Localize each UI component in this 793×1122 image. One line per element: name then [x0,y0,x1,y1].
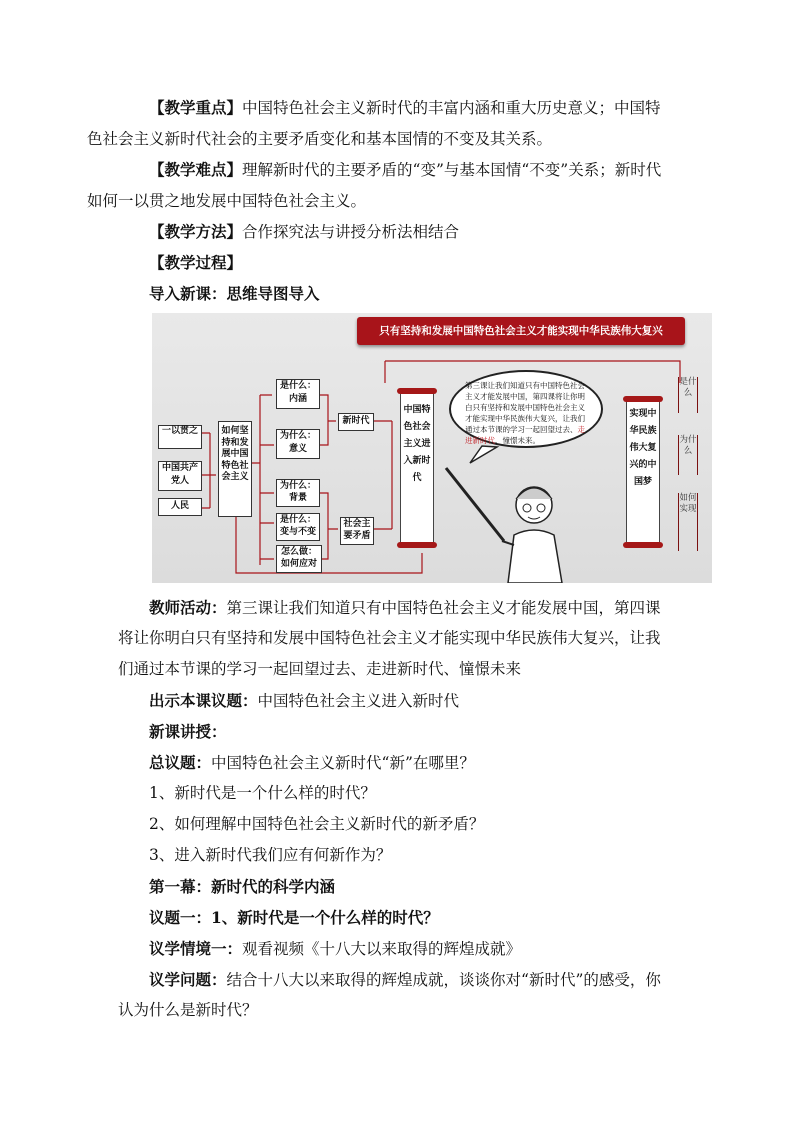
question-3: 3、进入新时代我们应有何新作为？ [149,846,392,864]
study-question-text-1: 结合十八大以来取得的辉煌成就，谈谈你对“新时代”的感受，你 [226,971,661,989]
mindmap-banner: 只有坚持和发展中国特色社会主义才能实现中华民族伟大复兴 [357,317,685,345]
teacher-activity-line-3: 们通过本节课的学习一起回望过去、走进新时代、憧憬未来 [118,660,522,678]
left-item-people: 人民 [158,498,202,516]
key-points-paragraph [87,92,678,155]
teacher-speech-bubble [449,370,603,448]
overall-topic-line [149,747,475,779]
question-node-how-respond: 怎么做：如何应对 [276,545,322,573]
key-points-text-1: 中国特色社会主义新时代的丰富内涵和重大历史意义；中国特 [242,99,661,117]
scroll-new-era: 中国特色社会主义进入新时代 [400,393,434,543]
overall-topic-text: 中国特色社会主义新时代“新”在哪里？ [211,754,475,772]
study-question-line-1 [149,964,661,996]
teacher-activity-line-1 [149,592,661,624]
situation-label: 议学情境一： [149,939,243,958]
study-question-label: 议学问题： [149,970,227,989]
method-text: 合作探究法与讲授分析法相结合 [242,223,460,241]
bubble-text-2: 、憧憬未来。 [495,436,540,445]
topic-label: 出示本课议题： [149,691,258,710]
bubble-text-red: 走进新时代 [465,425,585,445]
question-node-why-background: 为什么：背景 [276,479,320,507]
question-1: 1、新时代是一个什么样的时代？ [149,784,376,802]
method-label: 【教学方法】 [149,222,243,241]
question-node-why-meaning: 为什么：意义 [276,429,320,459]
act-1-heading: 第一幕：新时代的科学内涵 [149,877,336,896]
study-question-line-2: 认为什么是新时代？ [118,1001,258,1019]
process-heading: 【教学过程】 [149,253,243,272]
question-2: 2、如何理解中国特色社会主义新时代的新矛盾？ [149,815,485,833]
situation-line [149,933,521,965]
difficulty-text-2: 如何一以贯之地发展中国特色社会主义。 [87,192,367,210]
teacher-activity-line-2: 将让你明白只有坚持和发展中国特色社会主义才能实现中华民族伟大复兴，让我 [118,629,661,647]
key-points-text-2: 色社会主义新时代社会的主要矛盾变化和基本国情的不变及其关系。 [87,130,553,148]
difficulty-paragraph [87,154,678,217]
tag-how: 如何实现 [678,493,698,551]
situation-text: 观看视频《十八大以来取得的辉煌成就》 [242,940,522,958]
topic-text: 中国特色社会主义进入新时代 [257,692,460,710]
bubble-text-1: 第三课让我们知道只有中国特色社会主义才能发展中国，第四课将让你明白只有坚持和发展中国特色社会主义才能实现中华民族伟大复兴，让我们通过本节课的学习一起回望过去、 [465,381,585,434]
issue-1-heading: 议题一：1、新时代是一个什么样的时代？ [149,908,439,927]
key-points-label: 【教学重点】 [149,98,243,117]
mindmap-figure [152,313,712,583]
topic-line [149,685,459,717]
center-node: 如何坚持和发展中国特色社会主义 [218,421,252,517]
question-node-what-content: 是什么：内涵 [276,379,320,409]
left-item-party: 中国共产党人 [158,461,202,491]
new-lesson-heading: 新课讲授： [149,722,227,741]
question-node-what-change: 是什么：变与不变 [276,513,320,541]
new-era-node: 新时代 [338,413,374,431]
tag-what: 是什么 [678,377,698,413]
teacher-activity-label: 教师活动： [149,598,227,617]
method-line [149,216,459,248]
difficulty-text-1: 理解新时代的主要矛盾的“变”与基本国情“不变”关系；新时代 [242,161,662,179]
tag-why: 为什么 [678,435,698,475]
intro-heading: 导入新课：思维导图导入 [149,284,320,303]
teacher-activity-text-1: 第三课让我们知道只有中国特色社会主义才能发展中国，第四课 [226,599,661,617]
overall-topic-label: 总议题： [149,753,212,772]
main-contradiction-node: 社会主要矛盾 [340,517,374,545]
left-item-consistency: 一以贯之 [158,425,202,449]
difficulty-label: 【教学难点】 [149,160,243,179]
scroll-china-dream: 实现中华民族伟大复兴的中国梦 [626,401,660,543]
